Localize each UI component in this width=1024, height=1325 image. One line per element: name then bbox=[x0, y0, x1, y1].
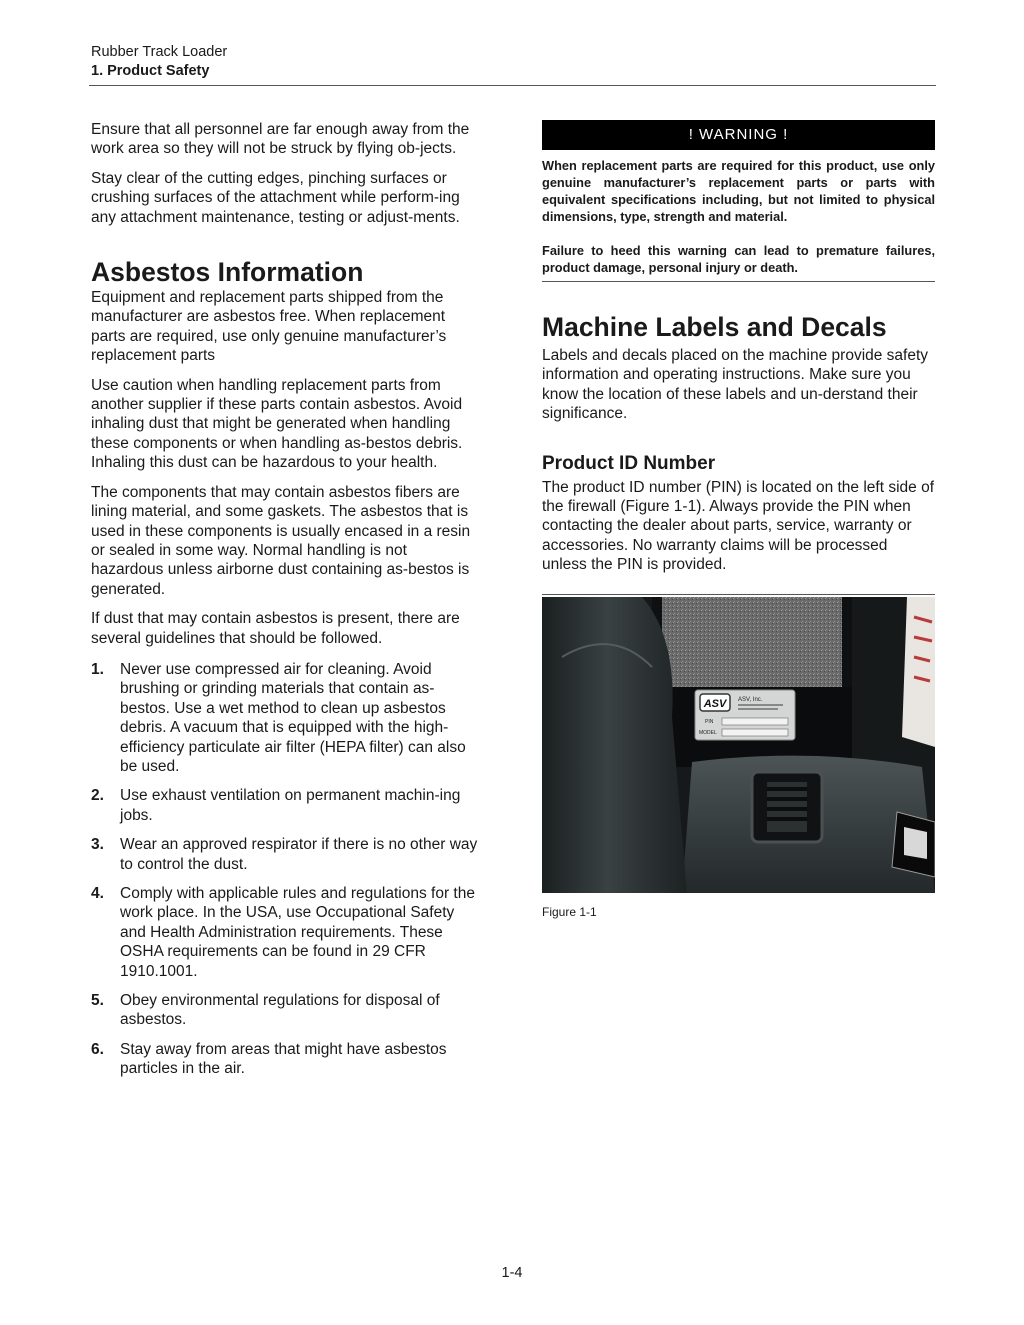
list-item bbox=[91, 1040, 483, 1079]
plate-model-label: MODEL bbox=[699, 729, 717, 736]
asbestos-paragraph-1: Equipment and replacement parts shipped from the manufacturer are asbestos free. When replacement parts are required, use only genuine manufacturer’s replacement parts bbox=[91, 289, 447, 365]
intro-paragraph-1: Ensure that all personnel are far enough away from the work area so they will not be struck by flying ob-jects. bbox=[91, 121, 470, 158]
step-text: Obey environmental regulations for disposal of asbestos. bbox=[120, 992, 440, 1029]
right-column bbox=[542, 120, 935, 919]
step-number: 3. bbox=[91, 836, 104, 854]
left-column bbox=[91, 120, 483, 1089]
list-item bbox=[91, 991, 483, 1030]
page-number: 1-4 bbox=[501, 1265, 523, 1281]
labels-paragraph: Labels and decals placed on the machine provide safety information and operating instructions. Make sure you know the location of these labels and un-derstand their significance. bbox=[542, 347, 929, 423]
list-item bbox=[91, 660, 483, 776]
list-item bbox=[91, 884, 483, 981]
pin-paragraph: The product ID number (PIN) is located on the left side of the firewall (Figure 1-1). Always provide the PIN when contacting the dealer about parts, service, warranty or accessories. No warranty claims will be processed unless the PIN is provided. bbox=[542, 478, 934, 574]
step-number: 4. bbox=[91, 885, 104, 902]
asbestos-paragraph-4: If dust that may contain asbestos is present, there are several guidelines that should be followed. bbox=[91, 610, 460, 647]
asbestos-paragraph-3: The components that may contain asbestos fibers are lining material, and some gaskets. The asbestos that is used in these components is usually encased in a resin or sealed in some way. Normal handling is not hazardous unless airborne dust containing as-bestos is generated. bbox=[91, 483, 471, 598]
list-item bbox=[91, 786, 483, 825]
step-text: Never use compressed air for cleaning. Avoid brushing or grinding materials that contain as-bestos. Use a wet method to clean up asbestos debris. A vacuum that is equipped with the high-efficiency particulate air filter (HEPA filter) can also be used. bbox=[120, 660, 466, 775]
warning-divider bbox=[542, 281, 935, 282]
figure-caption: Figure 1-1 bbox=[542, 904, 597, 919]
step-text: Use exhaust ventilation on permanent machin-ing jobs. bbox=[120, 787, 461, 824]
firewall-photo bbox=[542, 597, 935, 893]
header-divider bbox=[89, 85, 936, 86]
list-item bbox=[91, 835, 483, 874]
asbestos-paragraph-2: Use caution when handling replacement parts from another supplier if these parts contain asbestos. Avoid inhaling dust that might be generated when handling these components or when handling as-bestos debris. Inhaling this dust can be hazardous to your health. bbox=[91, 376, 463, 472]
document-title: Rubber Track Loader bbox=[91, 44, 228, 60]
pin-heading: Product ID Number bbox=[542, 452, 716, 474]
step-text: Wear an approved respirator if there is no other way to control the dust. bbox=[120, 836, 478, 873]
step-number: 5. bbox=[91, 992, 104, 1010]
labels-heading: Machine Labels and Decals bbox=[542, 312, 887, 342]
step-text: Stay away from areas that might have asbestos particles in the air. bbox=[120, 1040, 447, 1078]
step-number: 6. bbox=[91, 1040, 104, 1058]
figure-divider bbox=[542, 594, 935, 595]
asbestos-guidelines-list bbox=[91, 660, 483, 1079]
step-number: 1. bbox=[91, 660, 104, 678]
firewall-illustration bbox=[542, 597, 935, 893]
warning-text-2: Failure to heed this warning can lead to premature failures, product damage, personal injury or death. bbox=[542, 243, 935, 275]
step-text: Comply with applicable rules and regulations for the work place. In the USA, use Occupational Safety and Health Administration requirements. These OSHA requirements can be found in 29 CFR 1910.1001. bbox=[120, 885, 475, 980]
chapter-title: 1. Product Safety bbox=[91, 63, 210, 79]
intro-paragraph-2: Stay clear of the cutting edges, pinching surfaces or crushing surfaces of the attachment while perform-ing any attachment maintenance, testing or adjust-ments. bbox=[91, 169, 460, 226]
warning-text-1: When replacement parts are required for this product, use only genuine manufacturer’s replacement parts or parts with equivalent specifications including, but not limited to physical dimensions, type, strength and material. bbox=[542, 158, 935, 224]
plate-pin-label: PIN bbox=[705, 718, 714, 725]
plate-company: ASV, Inc. bbox=[738, 696, 763, 703]
page-header bbox=[91, 43, 227, 81]
asv-logo-text: ASV bbox=[703, 697, 727, 710]
step-number: 2. bbox=[91, 787, 104, 805]
asbestos-heading: Asbestos Information bbox=[91, 257, 364, 288]
warning-banner: ! WARNING ! bbox=[542, 120, 935, 150]
